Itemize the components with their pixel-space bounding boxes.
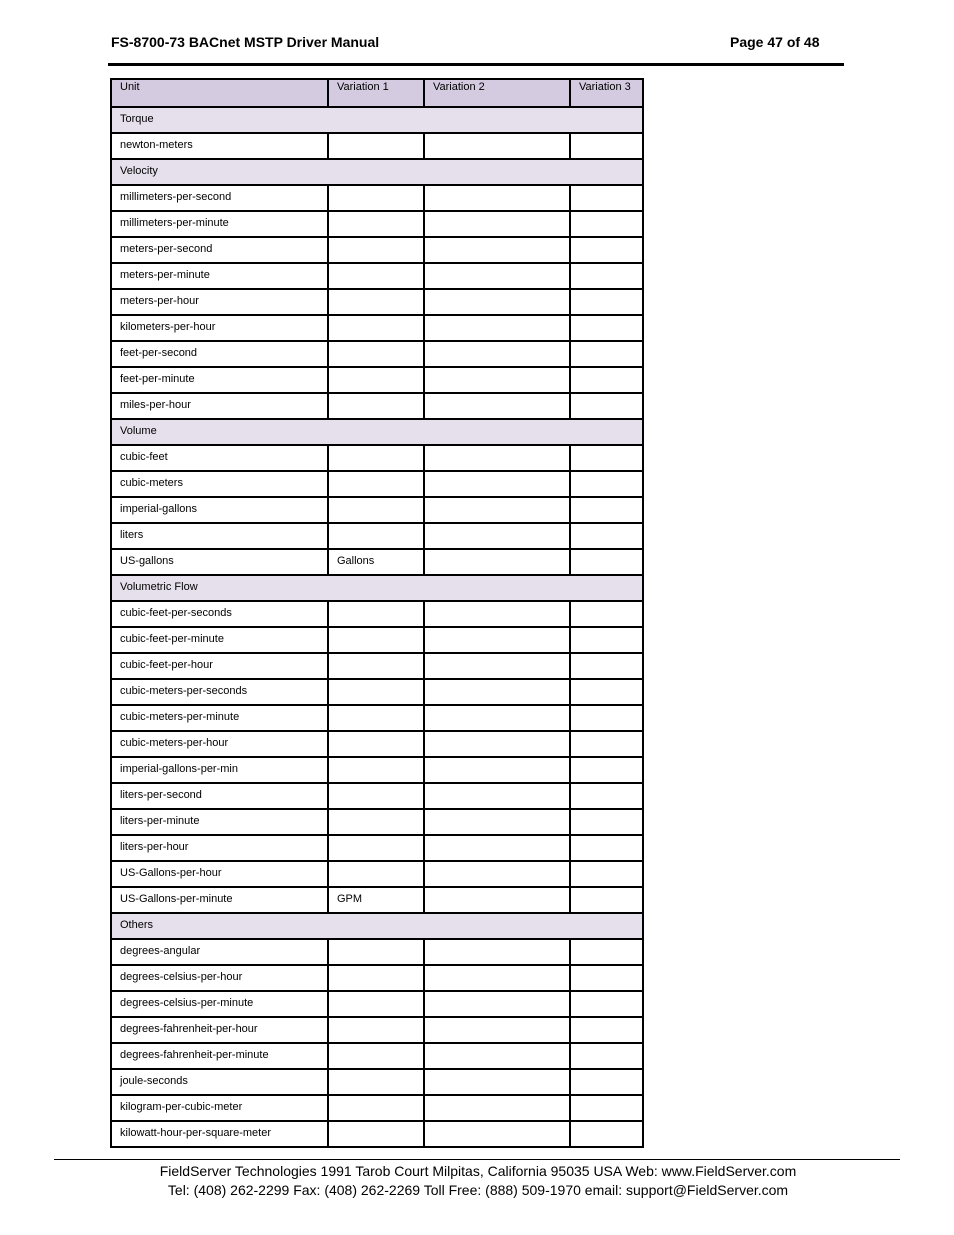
cell-variation-2: [424, 861, 570, 887]
cell-variation-3: [570, 211, 643, 237]
table-row: [111, 1121, 643, 1147]
table-row: [111, 1043, 643, 1069]
cell-variation-1: [328, 393, 424, 419]
cell-unit: liters-per-hour: [111, 835, 328, 861]
cell-variation-3: [570, 445, 643, 471]
section-label: Torque: [111, 107, 643, 133]
table-row: [111, 367, 643, 393]
cell-variation-1: [328, 523, 424, 549]
cell-variation-3: [570, 809, 643, 835]
cell-variation-1: [328, 731, 424, 757]
table-row: [111, 341, 643, 367]
cell-unit: feet-per-second: [111, 341, 328, 367]
cell-variation-3: [570, 471, 643, 497]
cell-variation-3: [570, 991, 643, 1017]
cell-variation-2: [424, 939, 570, 965]
column-header-unit: Unit: [111, 79, 328, 107]
cell-variation-2: [424, 523, 570, 549]
table-header-row: [111, 79, 643, 107]
table-row: [111, 809, 643, 835]
cell-variation-1: GPM: [328, 887, 424, 913]
section-row: [111, 913, 643, 939]
cell-variation-3: [570, 783, 643, 809]
table-row: [111, 965, 643, 991]
cell-variation-3: [570, 1121, 643, 1147]
table-row: [111, 887, 643, 913]
cell-variation-1: [328, 1095, 424, 1121]
table-row: [111, 601, 643, 627]
cell-variation-2: [424, 185, 570, 211]
cell-variation-2: [424, 393, 570, 419]
cell-unit: miles-per-hour: [111, 393, 328, 419]
cell-variation-3: [570, 1017, 643, 1043]
cell-variation-2: [424, 237, 570, 263]
cell-variation-2: [424, 289, 570, 315]
cell-variation-1: [328, 835, 424, 861]
cell-variation-2: [424, 445, 570, 471]
section-label: Volumetric Flow: [111, 575, 643, 601]
section-row: [111, 419, 643, 445]
cell-variation-2: [424, 601, 570, 627]
cell-variation-1: [328, 367, 424, 393]
cell-unit: cubic-meters: [111, 471, 328, 497]
cell-unit: kilogram-per-cubic-meter: [111, 1095, 328, 1121]
cell-variation-2: [424, 627, 570, 653]
cell-variation-1: [328, 679, 424, 705]
cell-unit: meters-per-minute: [111, 263, 328, 289]
cell-variation-3: [570, 1043, 643, 1069]
cell-variation-3: [570, 679, 643, 705]
cell-variation-1: [328, 185, 424, 211]
cell-variation-3: [570, 835, 643, 861]
table-row: [111, 263, 643, 289]
cell-variation-2: [424, 367, 570, 393]
cell-unit: meters-per-hour: [111, 289, 328, 315]
cell-variation-1: [328, 705, 424, 731]
cell-variation-3: [570, 497, 643, 523]
cell-variation-3: [570, 185, 643, 211]
cell-variation-3: [570, 367, 643, 393]
cell-variation-2: [424, 731, 570, 757]
cell-variation-2: [424, 653, 570, 679]
cell-variation-2: [424, 497, 570, 523]
cell-variation-3: [570, 601, 643, 627]
table-row: [111, 445, 643, 471]
document-title: FS-8700-73 BACnet MSTP Driver Manual: [111, 34, 380, 50]
column-header-variation-3: Variation 3: [570, 79, 643, 107]
cell-variation-3: [570, 627, 643, 653]
cell-variation-1: [328, 965, 424, 991]
cell-variation-1: [328, 1017, 424, 1043]
cell-variation-3: [570, 731, 643, 757]
cell-unit: degrees-celsius-per-hour: [111, 965, 328, 991]
cell-variation-1: [328, 315, 424, 341]
cell-variation-2: [424, 315, 570, 341]
cell-variation-1: [328, 861, 424, 887]
cell-variation-2: [424, 471, 570, 497]
cell-unit: cubic-meters-per-seconds: [111, 679, 328, 705]
section-row: [111, 575, 643, 601]
cell-variation-1: [328, 653, 424, 679]
cell-variation-1: [328, 289, 424, 315]
cell-unit: liters-per-second: [111, 783, 328, 809]
cell-variation-2: [424, 1095, 570, 1121]
cell-unit: kilometers-per-hour: [111, 315, 328, 341]
cell-variation-1: [328, 1121, 424, 1147]
cell-variation-1: [328, 809, 424, 835]
cell-variation-1: Gallons: [328, 549, 424, 575]
cell-variation-1: [328, 601, 424, 627]
cell-variation-1: [328, 939, 424, 965]
cell-variation-3: [570, 393, 643, 419]
cell-variation-3: [570, 965, 643, 991]
header-divider: [108, 63, 844, 66]
cell-variation-3: [570, 887, 643, 913]
cell-unit: cubic-feet-per-minute: [111, 627, 328, 653]
cell-variation-3: [570, 263, 643, 289]
cell-variation-2: [424, 211, 570, 237]
column-header-variation-1: Variation 1: [328, 79, 424, 107]
cell-unit: liters: [111, 523, 328, 549]
cell-variation-1: [328, 991, 424, 1017]
cell-variation-3: [570, 1095, 643, 1121]
cell-variation-2: [424, 965, 570, 991]
cell-variation-2: [424, 263, 570, 289]
page-number: Page 47 of 48: [730, 34, 820, 50]
cell-unit: US-Gallons-per-hour: [111, 861, 328, 887]
cell-unit: liters-per-minute: [111, 809, 328, 835]
cell-variation-3: [570, 133, 643, 159]
table-row: [111, 315, 643, 341]
table-row: [111, 653, 643, 679]
table-row: [111, 393, 643, 419]
table-row: [111, 835, 643, 861]
table-row: [111, 549, 643, 575]
cell-variation-2: [424, 757, 570, 783]
cell-unit: millimeters-per-minute: [111, 211, 328, 237]
cell-variation-2: [424, 1017, 570, 1043]
cell-variation-2: [424, 991, 570, 1017]
cell-unit: cubic-feet-per-hour: [111, 653, 328, 679]
cell-variation-3: [570, 705, 643, 731]
table-row: [111, 861, 643, 887]
cell-variation-2: [424, 133, 570, 159]
section-label: Velocity: [111, 159, 643, 185]
table-row: [111, 705, 643, 731]
cell-unit: kilowatt-hour-per-square-meter: [111, 1121, 328, 1147]
cell-variation-1: [328, 783, 424, 809]
cell-unit: cubic-feet-per-seconds: [111, 601, 328, 627]
table-row: [111, 731, 643, 757]
table-row: [111, 1095, 643, 1121]
footer-divider: [54, 1159, 900, 1160]
cell-unit: millimeters-per-second: [111, 185, 328, 211]
cell-unit: cubic-feet: [111, 445, 328, 471]
table-row: [111, 1017, 643, 1043]
cell-variation-3: [570, 315, 643, 341]
cell-variation-1: [328, 757, 424, 783]
cell-variation-3: [570, 341, 643, 367]
table-row: [111, 237, 643, 263]
cell-unit: degrees-celsius-per-minute: [111, 991, 328, 1017]
cell-variation-3: [570, 549, 643, 575]
cell-variation-1: [328, 471, 424, 497]
cell-variation-3: [570, 523, 643, 549]
cell-variation-1: [328, 445, 424, 471]
cell-unit: imperial-gallons-per-min: [111, 757, 328, 783]
cell-variation-3: [570, 861, 643, 887]
cell-variation-2: [424, 549, 570, 575]
cell-unit: meters-per-second: [111, 237, 328, 263]
table-row: [111, 1069, 643, 1095]
footer-contact: Tel: (408) 262-2299 Fax: (408) 262-2269 Toll Free: (888) 509-1970 email: support@FieldServer.com: [167, 1182, 789, 1198]
column-header-variation-2: Variation 2: [424, 79, 570, 107]
table-body: [111, 107, 643, 1147]
table-row: [111, 211, 643, 237]
table-row: [111, 133, 643, 159]
cell-variation-1: [328, 497, 424, 523]
cell-unit: imperial-gallons: [111, 497, 328, 523]
table-row: [111, 471, 643, 497]
cell-unit: US-gallons: [111, 549, 328, 575]
cell-unit: cubic-meters-per-hour: [111, 731, 328, 757]
cell-variation-1: [328, 341, 424, 367]
cell-variation-1: [328, 627, 424, 653]
cell-variation-3: [570, 653, 643, 679]
footer-address: FieldServer Technologies 1991 Tarob Court Milpitas, California 95035 USA Web: www.FieldServer.com: [159, 1163, 797, 1179]
table-row: [111, 523, 643, 549]
cell-variation-1: [328, 211, 424, 237]
cell-variation-2: [424, 835, 570, 861]
table-row: [111, 757, 643, 783]
cell-variation-2: [424, 887, 570, 913]
cell-variation-3: [570, 1069, 643, 1095]
units-table: [110, 78, 644, 1148]
cell-variation-2: [424, 809, 570, 835]
cell-unit: degrees-fahrenheit-per-minute: [111, 1043, 328, 1069]
cell-unit: degrees-fahrenheit-per-hour: [111, 1017, 328, 1043]
cell-variation-1: [328, 237, 424, 263]
table-row: [111, 991, 643, 1017]
cell-unit: degrees-angular: [111, 939, 328, 965]
cell-variation-2: [424, 341, 570, 367]
cell-unit: newton-meters: [111, 133, 328, 159]
cell-variation-2: [424, 679, 570, 705]
cell-unit: cubic-meters-per-minute: [111, 705, 328, 731]
table-row: [111, 289, 643, 315]
table-row: [111, 185, 643, 211]
table-row: [111, 939, 643, 965]
cell-variation-2: [424, 705, 570, 731]
section-label: Others: [111, 913, 643, 939]
section-label: Volume: [111, 419, 643, 445]
table-row: [111, 679, 643, 705]
cell-variation-3: [570, 289, 643, 315]
cell-unit: joule-seconds: [111, 1069, 328, 1095]
cell-variation-3: [570, 757, 643, 783]
cell-variation-1: [328, 133, 424, 159]
cell-unit: US-Gallons-per-minute: [111, 887, 328, 913]
section-row: [111, 159, 643, 185]
cell-variation-2: [424, 1043, 570, 1069]
cell-variation-2: [424, 1069, 570, 1095]
cell-variation-1: [328, 263, 424, 289]
cell-variation-2: [424, 783, 570, 809]
cell-variation-3: [570, 237, 643, 263]
cell-unit: feet-per-minute: [111, 367, 328, 393]
table-row: [111, 497, 643, 523]
section-row: [111, 107, 643, 133]
cell-variation-1: [328, 1069, 424, 1095]
table-row: [111, 783, 643, 809]
cell-variation-1: [328, 1043, 424, 1069]
table-row: [111, 627, 643, 653]
cell-variation-2: [424, 1121, 570, 1147]
cell-variation-3: [570, 939, 643, 965]
